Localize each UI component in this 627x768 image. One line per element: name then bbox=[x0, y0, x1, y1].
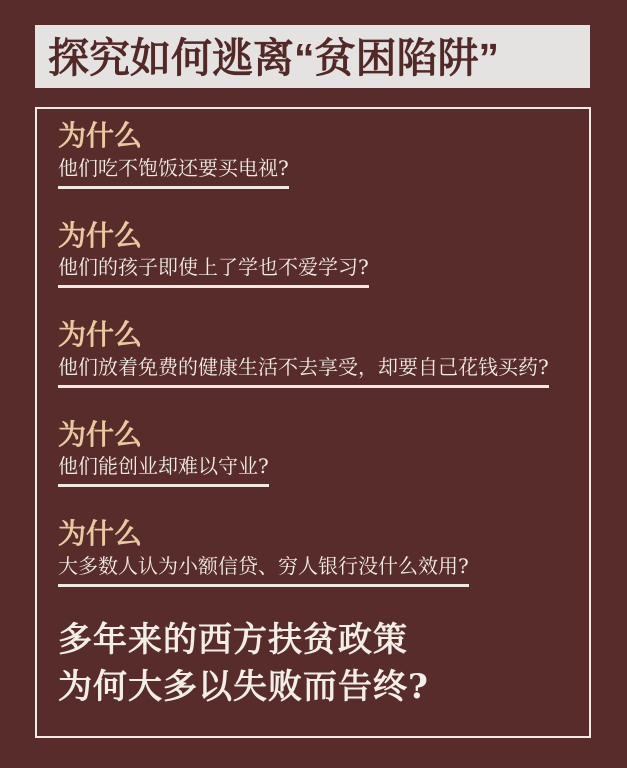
qa-block-2 bbox=[58, 219, 571, 289]
why-label: 为什么 bbox=[58, 318, 143, 352]
conclusion-line-1: 多年来的西方扶贫政策 bbox=[58, 619, 408, 660]
qa-block-3 bbox=[58, 318, 571, 388]
questions-card bbox=[35, 107, 591, 738]
qa-block-5 bbox=[58, 517, 571, 587]
qa-block-1 bbox=[58, 119, 571, 189]
conclusion-heading bbox=[58, 617, 571, 711]
question-text: 他们的孩子即使上了学也不爱学习? bbox=[58, 254, 369, 288]
question-text: 他们放着免费的健康生活不去享受，却要自己花钱买药? bbox=[58, 354, 549, 388]
title-banner bbox=[35, 25, 590, 88]
qa-block-4 bbox=[58, 418, 571, 488]
why-label: 为什么 bbox=[58, 517, 143, 551]
conclusion-line-2: 为何大多以失败而告终? bbox=[58, 666, 429, 707]
question-text: 他们吃不饱饭还要买电视? bbox=[58, 155, 289, 189]
why-label: 为什么 bbox=[58, 119, 143, 152]
why-label: 为什么 bbox=[58, 218, 143, 252]
why-label: 为什么 bbox=[58, 417, 143, 451]
question-text: 大多数人认为小额信贷、穷人银行没什么效用? bbox=[58, 553, 469, 587]
question-text: 他们能创业却难以守业? bbox=[58, 453, 269, 487]
poster-title: 探究如何逃离“贫困陷阱” bbox=[48, 34, 499, 81]
